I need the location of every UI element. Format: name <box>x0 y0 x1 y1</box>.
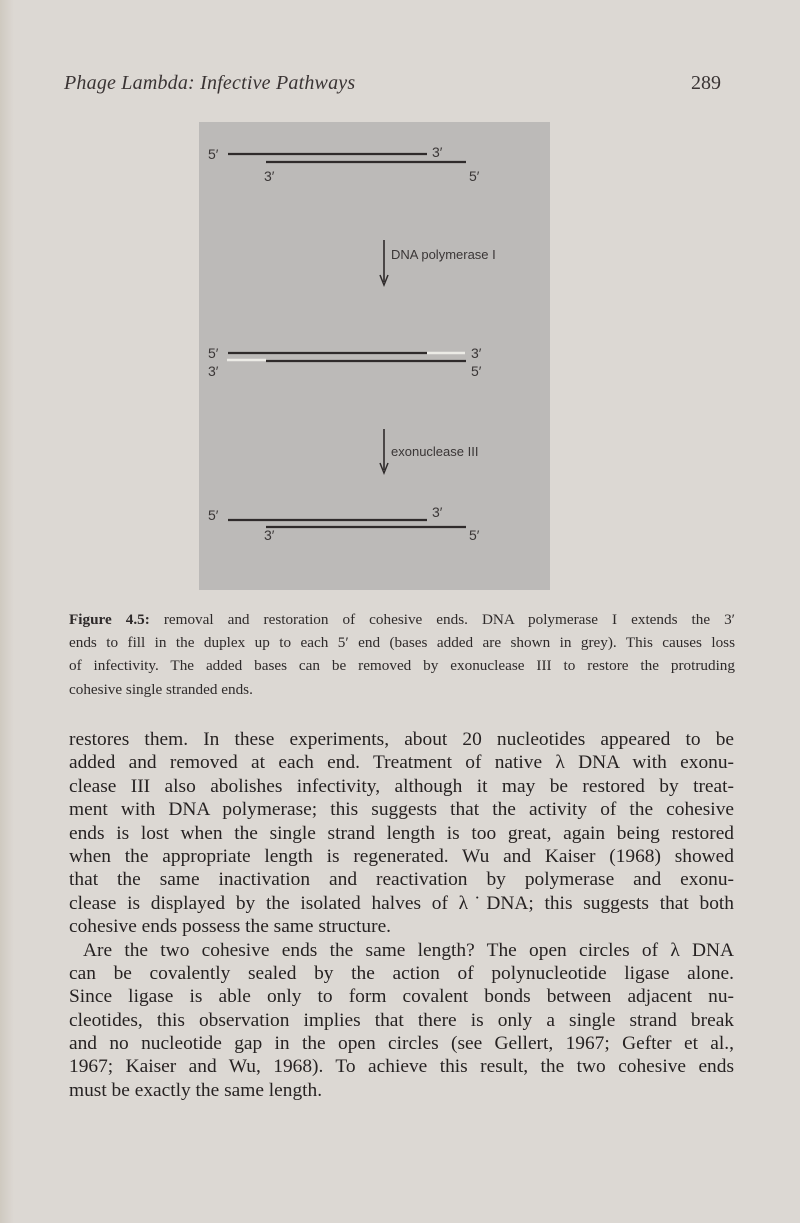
step-arrow-polymerase <box>380 240 496 285</box>
step-label-exonuclease: exonuclease III <box>391 444 479 459</box>
label-5prime-bottom: 5′ <box>469 168 480 184</box>
body-line: must be exactly the same length. <box>69 1079 323 1101</box>
panel-native <box>208 144 480 184</box>
body-line: ment with DNA polymerase; this suggests that the activity of the cohesive <box>69 799 734 821</box>
panel-restored <box>208 504 480 543</box>
figure-4-5 <box>199 122 550 590</box>
caption-line: cohesive single stranded ends. <box>69 680 253 698</box>
panel-filled <box>208 345 482 379</box>
figure-caption <box>69 608 735 701</box>
label-3prime-bottom: 3′ <box>208 363 219 379</box>
page-edge-shadow <box>0 0 14 1223</box>
label-5prime-top: 5′ <box>208 507 219 523</box>
step-label-polymerase: DNA polymerase I <box>391 247 496 262</box>
label-5prime-bottom: 5′ <box>469 527 480 543</box>
body-line: Are the two cohesive ends the same length? The open circles of λ DNA <box>83 939 734 961</box>
body-line: cohesive ends possess the same structure. <box>69 916 392 938</box>
body-line: cleotides, this observation implies that there is only a single strand break <box>69 1009 734 1031</box>
body-text <box>69 728 734 1102</box>
body-line: Since ligase is able only to form covalent bonds between adjacent nu- <box>69 986 734 1008</box>
label-5prime-top: 5′ <box>208 146 219 162</box>
page-number: 289 <box>691 72 721 94</box>
label-3prime-top: 3′ <box>432 504 443 520</box>
body-line: and no nucleotide gap in the open circles (see Gellert, 1967; Gefter et al., <box>69 1033 734 1055</box>
caption-line: Figure 4.5: removal and restoration of cohesive ends. DNA polymerase I extends the 3′ <box>69 611 735 628</box>
body-line: 1967; Kaiser and Wu, 1968). To achieve this result, the two cohesive ends <box>69 1056 734 1078</box>
running-head-title: Phage Lambda: Infective Pathways <box>64 72 356 94</box>
body-line: added and removed at each end. Treatment of native λ DNA with exonu- <box>69 752 734 774</box>
step-arrow-exonuclease <box>380 429 478 473</box>
body-line: when the appropriate length is regenerated. Wu and Kaiser (1968) showed <box>69 845 734 867</box>
caption-label: Figure 4.5: <box>69 611 150 628</box>
label-5prime-top: 5′ <box>208 345 219 361</box>
label-5prime-bottom: 5′ <box>471 363 482 379</box>
body-line: restores them. In these experiments, about 20 nucleotides appeared to be <box>69 729 734 750</box>
body-line: that the same inactivation and reactivation by polymerase and exonu- <box>69 869 734 891</box>
body-line: clease is displayed by the isolated halves of λ˙DNA; this suggests that both <box>69 892 734 914</box>
label-3prime-bottom: 3′ <box>264 168 275 184</box>
cohesive-ends-diagram <box>199 122 550 590</box>
body-line: can be covalently sealed by the action of polynucleotide ligase alone. <box>69 962 734 984</box>
caption-line: of infectivity. The added bases can be removed by exonuclease III to restore the protruding <box>69 657 735 675</box>
caption-line: ends to fill in the duplex up to each 5′ end (bases added are shown in grey). This causes loss <box>69 634 735 652</box>
label-3prime-top: 3′ <box>432 144 443 160</box>
body-line: ends is lost when the single strand length is too great, again being restored <box>69 822 734 844</box>
label-3prime-top: 3′ <box>471 345 482 361</box>
label-3prime-bottom: 3′ <box>264 527 275 543</box>
body-line: clease III also abolishes infectivity, although it may be restored by treat- <box>69 775 734 797</box>
